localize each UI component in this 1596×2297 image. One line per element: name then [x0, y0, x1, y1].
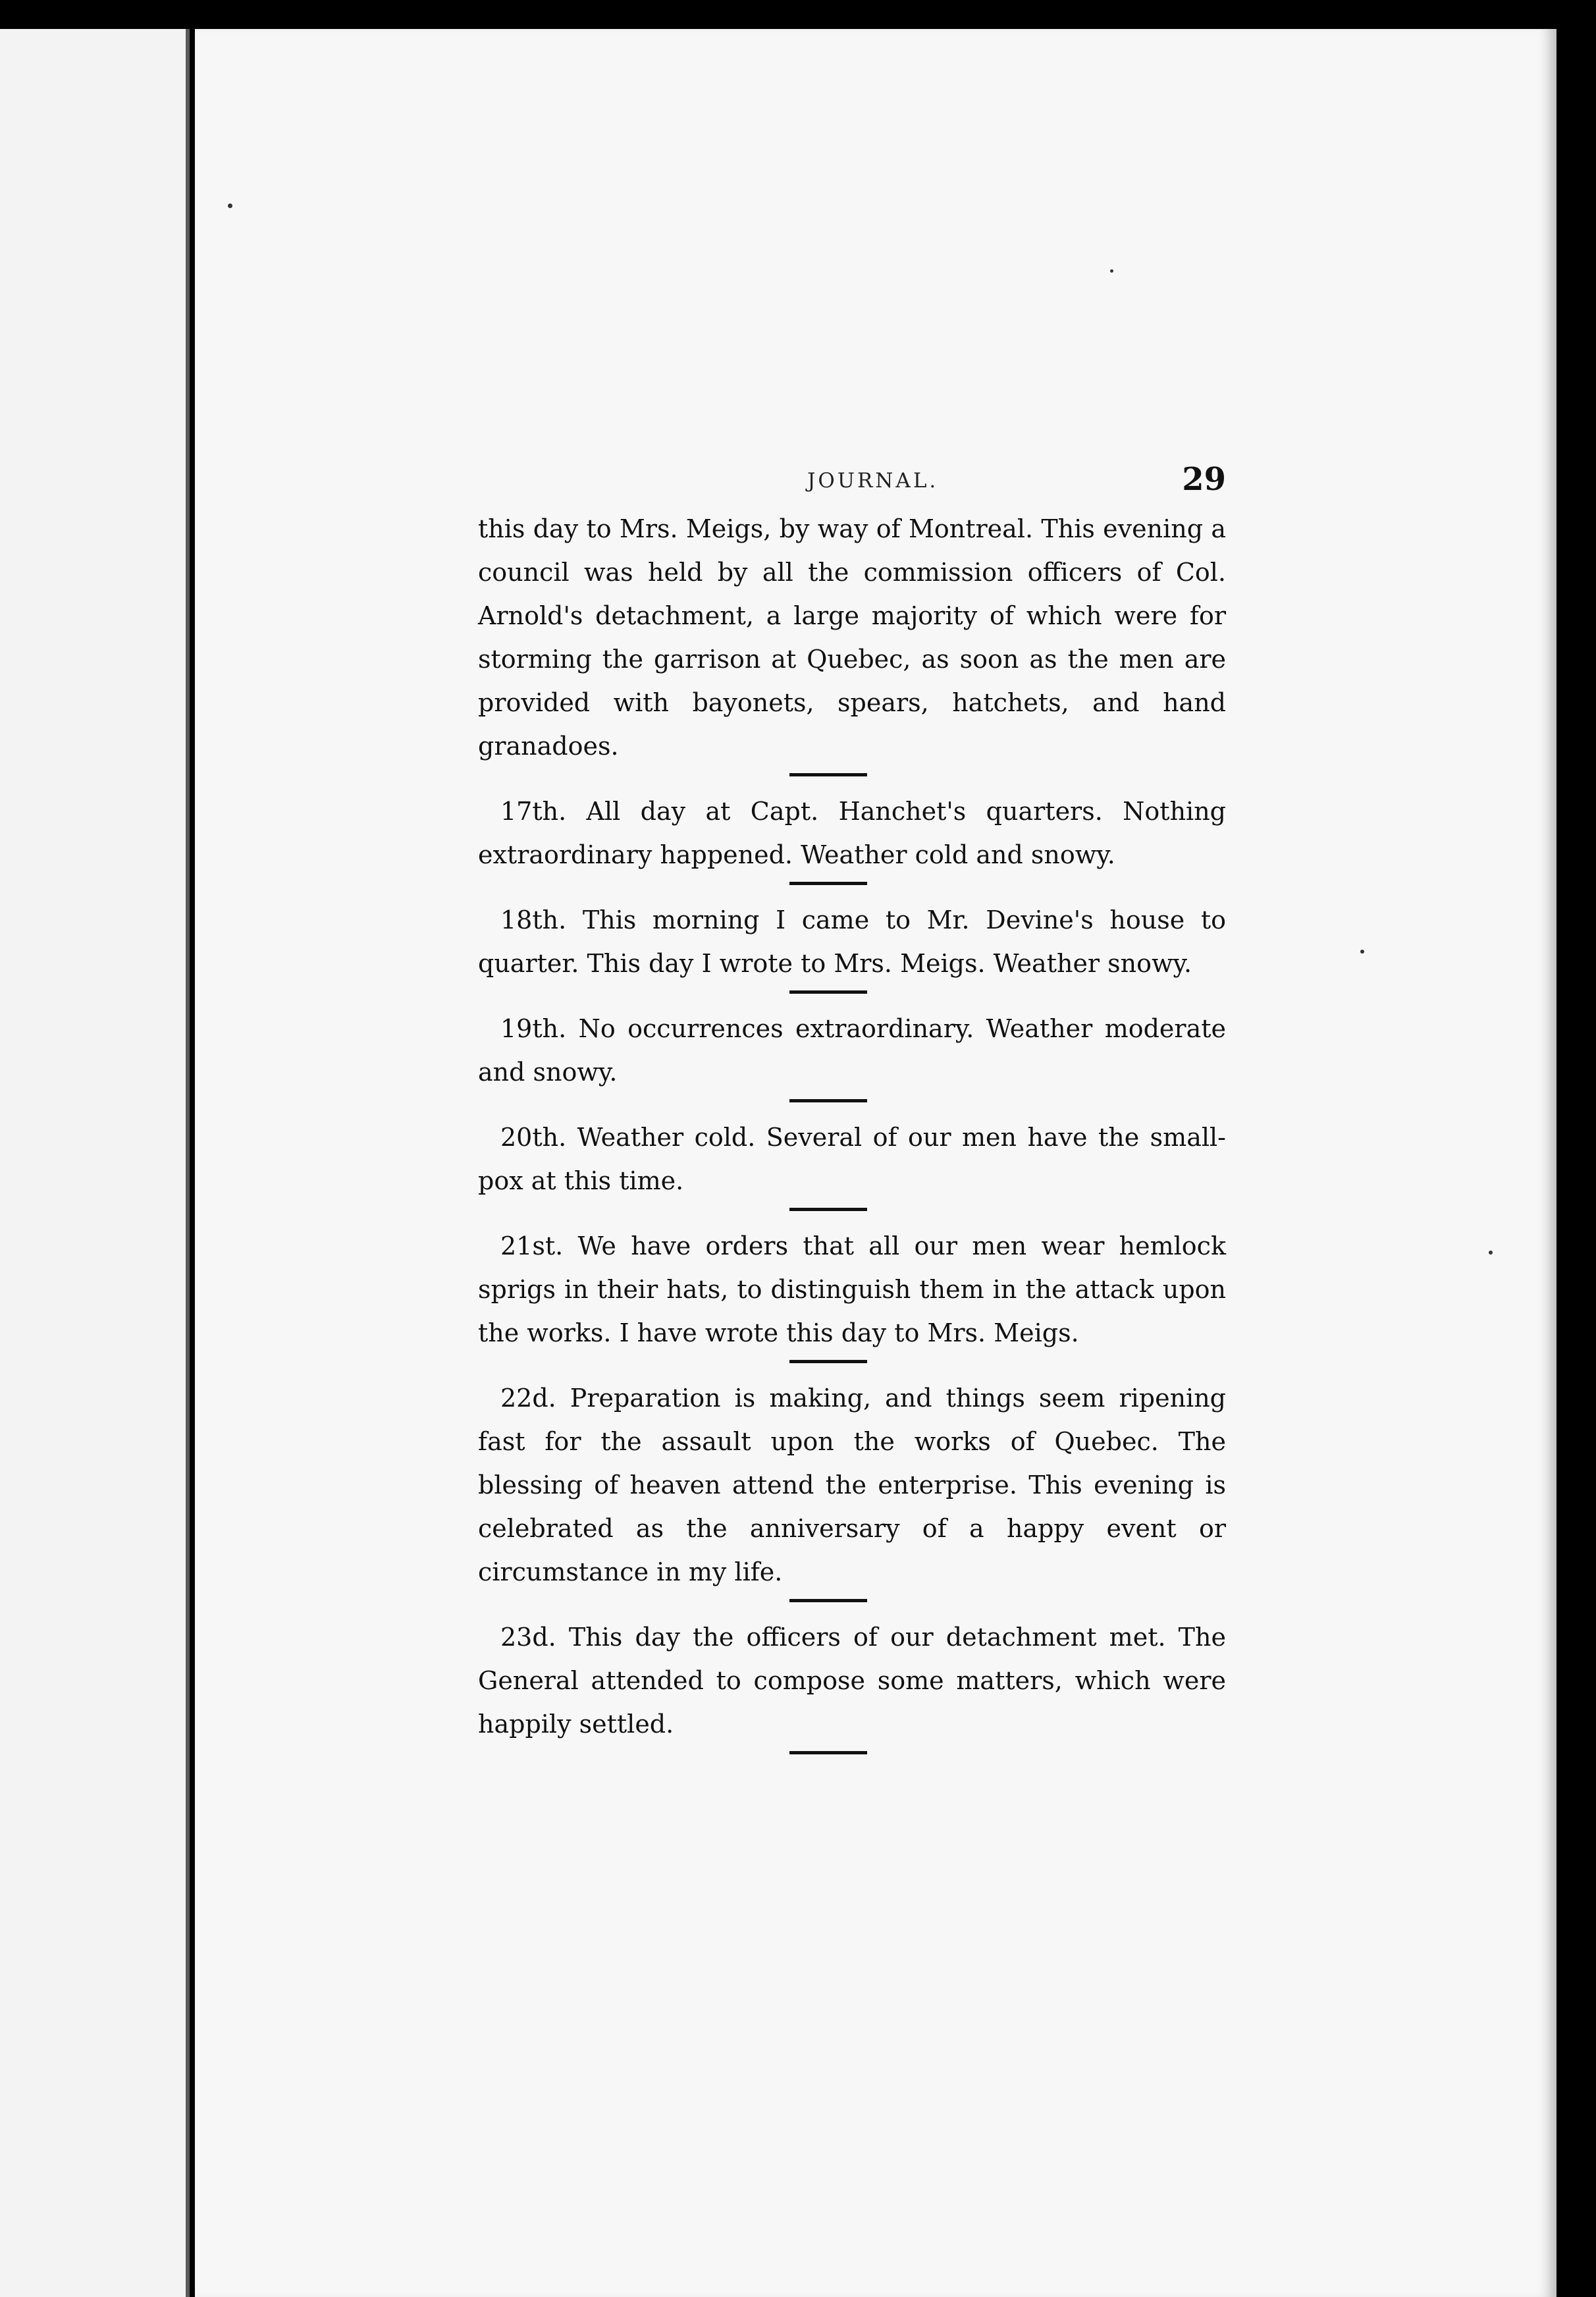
entry-divider: [789, 990, 867, 994]
page-number: 29: [1182, 461, 1226, 498]
entry-text: 20th. Weather cold. Several of our men have the small-pox at this time.: [478, 1123, 1226, 1195]
entry-text: 19th. No occurrences extraordinary. Weather moderate and snowy.: [478, 1014, 1226, 1087]
running-title: JOURNAL.: [807, 469, 939, 493]
entry-text: 22d. Preparation is making, and things seem ripening fast for the assault upon the works of Quebec. The blessing of heaven attend the enterprise. This evening is celebrated as the anniversary of a happy event or circumstance in my life.: [478, 1384, 1226, 1586]
journal-entry: [478, 1007, 1226, 1094]
entry-divider: [789, 1360, 867, 1363]
journal-entry: [478, 1116, 1226, 1203]
journal-entry: [478, 898, 1226, 985]
journal-entry: [478, 790, 1226, 877]
scan-speck: [1110, 269, 1113, 273]
entry-text: 21st. We have orders that all our men wear hemlock sprigs in their hats, to distinguish them in the attack upon the works. I have wrote this day to Mrs. Meigs.: [478, 1231, 1226, 1347]
entry-divider: [789, 773, 867, 776]
journal-entry: [478, 507, 1226, 768]
journal-entry: [478, 1615, 1226, 1746]
scan-speck: [1489, 1251, 1493, 1255]
entry-text: 18th. This morning I came to Mr. Devine's house to quarter. This day I wrote to Mrs. Meigs. Weather snowy.: [478, 905, 1226, 978]
scan-speck: [228, 203, 232, 208]
entry-divider: [789, 882, 867, 885]
page-text: [478, 461, 1226, 1768]
entry-divider: [789, 1751, 867, 1754]
scan-speck: [1360, 950, 1364, 954]
journal-entry: [478, 1224, 1226, 1355]
entry-divider: [789, 1599, 867, 1602]
running-head: [478, 461, 1226, 507]
entry-divider: [789, 1099, 867, 1102]
entry-divider: [789, 1208, 867, 1211]
journal-entry: [478, 1376, 1226, 1594]
previous-page-edge: [0, 29, 190, 2297]
entry-text: 17th. All day at Capt. Hanchet's quarters. Nothing extraordinary happened. Weather cold and snowy.: [478, 797, 1226, 869]
entry-text: this day to Mrs. Meigs, by way of Montreal. This evening a council was held by all the commission officers of Col. Arnold's detachment, a large majority of which were for storming the garrison at Quebec, as soon as the men are provided with bayonets, spears, hatchets, and hand granadoes.: [478, 514, 1226, 761]
entry-text: 23d. This day the officers of our detachment met. The General attended to compose some matters, which were happily settled.: [478, 1623, 1226, 1739]
